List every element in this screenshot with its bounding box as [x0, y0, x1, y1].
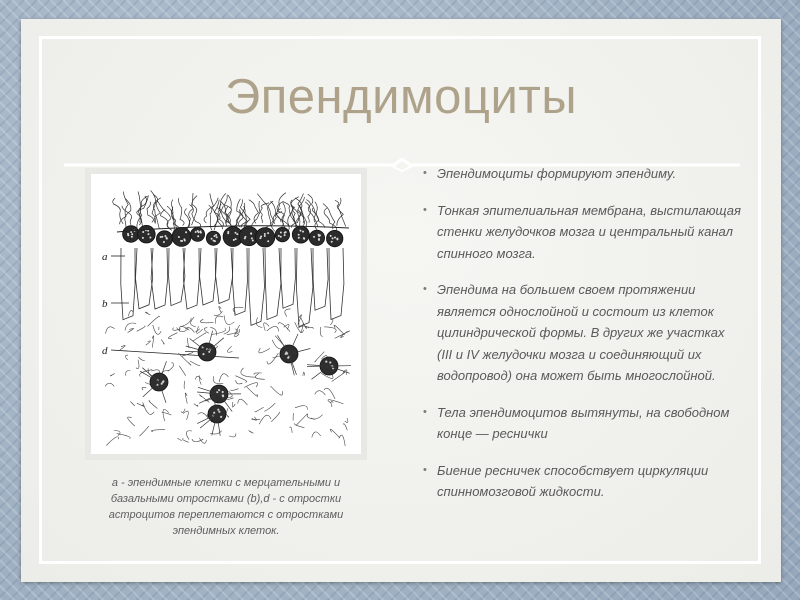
bullet-text: Эпендимоциты формируют эпендиму.: [437, 166, 677, 181]
figure-label-d: d: [102, 345, 108, 357]
bullet-text: Эпендима на большем своем протяжении является однослойной и состоит из клеток цилиндрической формы. В других же участках (III и IV желудочки мозга и соединяющий их водопровод) она может быть многослойной.: [437, 282, 725, 383]
bullet-dot-icon: •: [423, 203, 427, 216]
bullet-item: [422, 402, 742, 445]
bullet-list: [422, 163, 742, 518]
figure-label-b: b: [102, 298, 108, 310]
bullet-item: [422, 200, 742, 265]
bullet-text: Тонкая эпителиальная мембрана, выстилающая стенки желудочков мозга и центральный канал спинного мозга.: [437, 202, 741, 261]
bullet-dot-icon: •: [423, 463, 427, 476]
bullet-text: Биение ресничек способствует циркуляции спинномозговой жидкости.: [437, 462, 709, 499]
slide: [21, 19, 781, 582]
bullet-item: [422, 279, 742, 387]
bullet-dot-icon: •: [423, 405, 427, 418]
histology-drawing: [99, 182, 353, 446]
figure-label-a: a: [102, 251, 108, 263]
ependymocytes-illustration: [85, 168, 367, 460]
bullet-item: [422, 460, 742, 503]
bullet-item: [422, 163, 742, 185]
bullet-dot-icon: •: [423, 167, 427, 179]
slide-title: Эпендимоциты: [224, 70, 578, 124]
bullet-text: Тела эпендимоцитов вытянуты, на свободном конце — реснички: [437, 404, 730, 441]
bullet-dot-icon: •: [423, 283, 427, 295]
figure-caption: а - эпендимные клетки с мерцательными и базальными отростками (b),d - с отростки астроцитов переплетаются с отростками эпендимных клеток.: [108, 477, 344, 537]
